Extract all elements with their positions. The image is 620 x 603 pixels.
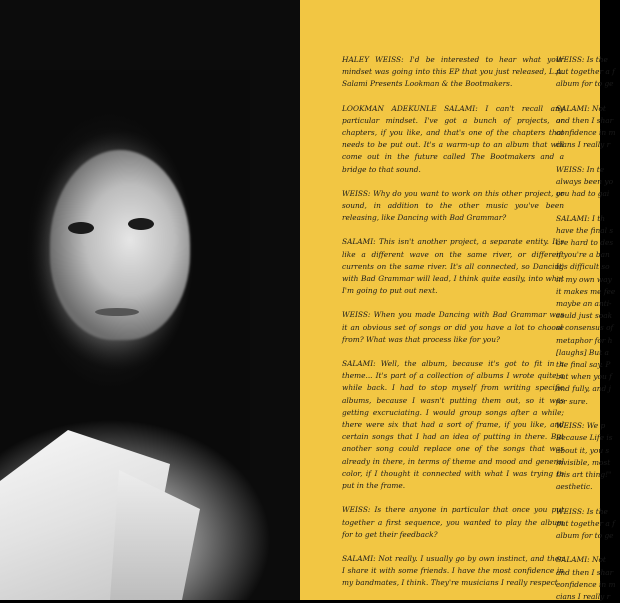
paragraph: SALAMI: Well, the album, because it's got to fit in a theme... It's part of a collection of albums I wrote quite a while back. I had to stop myself from writing specific albums, because I wasn't putting them out, so it was getting excruciating. I would group songs after a while; there were six that had a sort of frame, if you like, and certain songs that I had an idea of putting in there. But another song could replace one of the songs that was already in there, in terms of theme and mood and general color, if I thought it connected with what I was trying to put in the frame. xyxy=(342,359,564,491)
column2-line: It's difficult so xyxy=(556,262,610,272)
column2-line: about it, you s xyxy=(556,445,610,455)
column2-line: confidence in m xyxy=(556,128,616,138)
portrait-photo xyxy=(0,0,300,600)
left-eye xyxy=(68,222,94,234)
column2-line: SALAMI: I th xyxy=(556,213,605,223)
column2-line: put together a f xyxy=(556,67,615,77)
column2-line: maybe an anti- xyxy=(556,299,612,309)
mouth xyxy=(95,308,139,316)
paragraph: WEISS: Is there anyone in particular that once you put together a first sequence, you wanted to play the album for to get their feedback? xyxy=(342,505,564,539)
column2-line: album for to ge xyxy=(556,79,614,89)
column2-line: album for to ge xyxy=(556,530,614,540)
interview-page xyxy=(300,0,616,601)
column2-line: for sure. xyxy=(556,396,588,406)
column2-line: invisible, most xyxy=(556,457,611,467)
column2-line: the final say. P xyxy=(556,360,611,370)
paragraph: WEISS: When you made Dancing with Bad Grammar was it an obvious set of songs or did you have a lot to choose from? What was that process like for you? xyxy=(342,310,564,344)
column2-line xyxy=(556,408,620,420)
column2-line: but when you f xyxy=(556,372,612,382)
column2-line: SALAMI: Not xyxy=(556,103,606,113)
interview-column-2 xyxy=(556,54,620,603)
column2-line: are hard to des xyxy=(556,238,614,248)
column2-line: WEISS: Is the xyxy=(556,55,608,64)
column2-line: always been yo xyxy=(556,177,614,187)
column2-line xyxy=(556,91,620,103)
column2-line xyxy=(556,152,620,164)
column2-line xyxy=(556,542,620,554)
column2-line: and fully, and j xyxy=(556,384,611,394)
paragraph: LOOKMAN ADEKUNLE SALAMI: I can't recall any particular mindset. I've got a bunch of projects, or chapters, if you like, and that's one of the chapters that needs to be put out. It's a warm-up to an album that will come out in the future called The Bootmakers and a bridge to that sound. xyxy=(342,103,564,174)
column2-line: WEISS: Is the xyxy=(556,506,608,516)
column2-line: cians I really r xyxy=(556,140,611,150)
column2-line: if you're a ban xyxy=(556,250,610,260)
column2-line: and then I shar xyxy=(556,116,614,126)
column2-line: aesthetic. xyxy=(556,482,593,492)
column2-line: in my own way xyxy=(556,274,612,284)
column2-line: put together a f xyxy=(556,518,615,528)
right-eye xyxy=(128,218,154,230)
column2-line: could just soak xyxy=(556,311,613,321)
column2-line: WEISS: In te xyxy=(556,164,605,174)
column2-line: WEISS: We p xyxy=(556,421,606,431)
column2-line: [laughs] But a xyxy=(556,347,609,357)
column2-line: this art thing!" xyxy=(556,469,612,479)
column2-line xyxy=(556,200,620,212)
paragraph: SALAMI: Not really. I usually go by own instinct, and then I share it with some friends. I have the most confidence in my bandmates, I think. They're musicians I really respect. xyxy=(342,553,564,588)
column2-line: Because Life is xyxy=(556,433,613,443)
paragraph: HALEY WEISS: I'd be interested to hear what your mindset was going into this EP that you just released, L.A. Salami Presents Lookman & the Bootmakers. xyxy=(342,55,564,89)
column2-line: have the final s xyxy=(556,225,614,235)
column2-line: and then I shar xyxy=(556,567,614,577)
paragraph: WEISS: Why do you want to work on this other project, or sound, in addition to the other music you've been releasing, like Dancing with Bad Grammar? xyxy=(342,188,564,223)
column2-line: al consensus of xyxy=(556,323,614,333)
column2-line: you had to gai xyxy=(556,189,610,199)
column2-line xyxy=(556,493,620,505)
column2-line: metaphor for h xyxy=(556,335,613,345)
column2-line: confidence in m xyxy=(556,579,616,589)
column2-line: cians I really r xyxy=(556,591,611,601)
column2-line: it makes me fee xyxy=(556,286,616,296)
interview-column-1 xyxy=(342,54,564,602)
paragraph: SALAMI: This isn't another project, a separate entity. It's like a different wave on the same river, or different currents on the same river. It's all connected, so Dancing with Bad Grammar will lead, I think quite easily, into what I'm going to put out next. xyxy=(342,237,564,296)
column2-line: SALAMI: Not xyxy=(556,555,606,565)
